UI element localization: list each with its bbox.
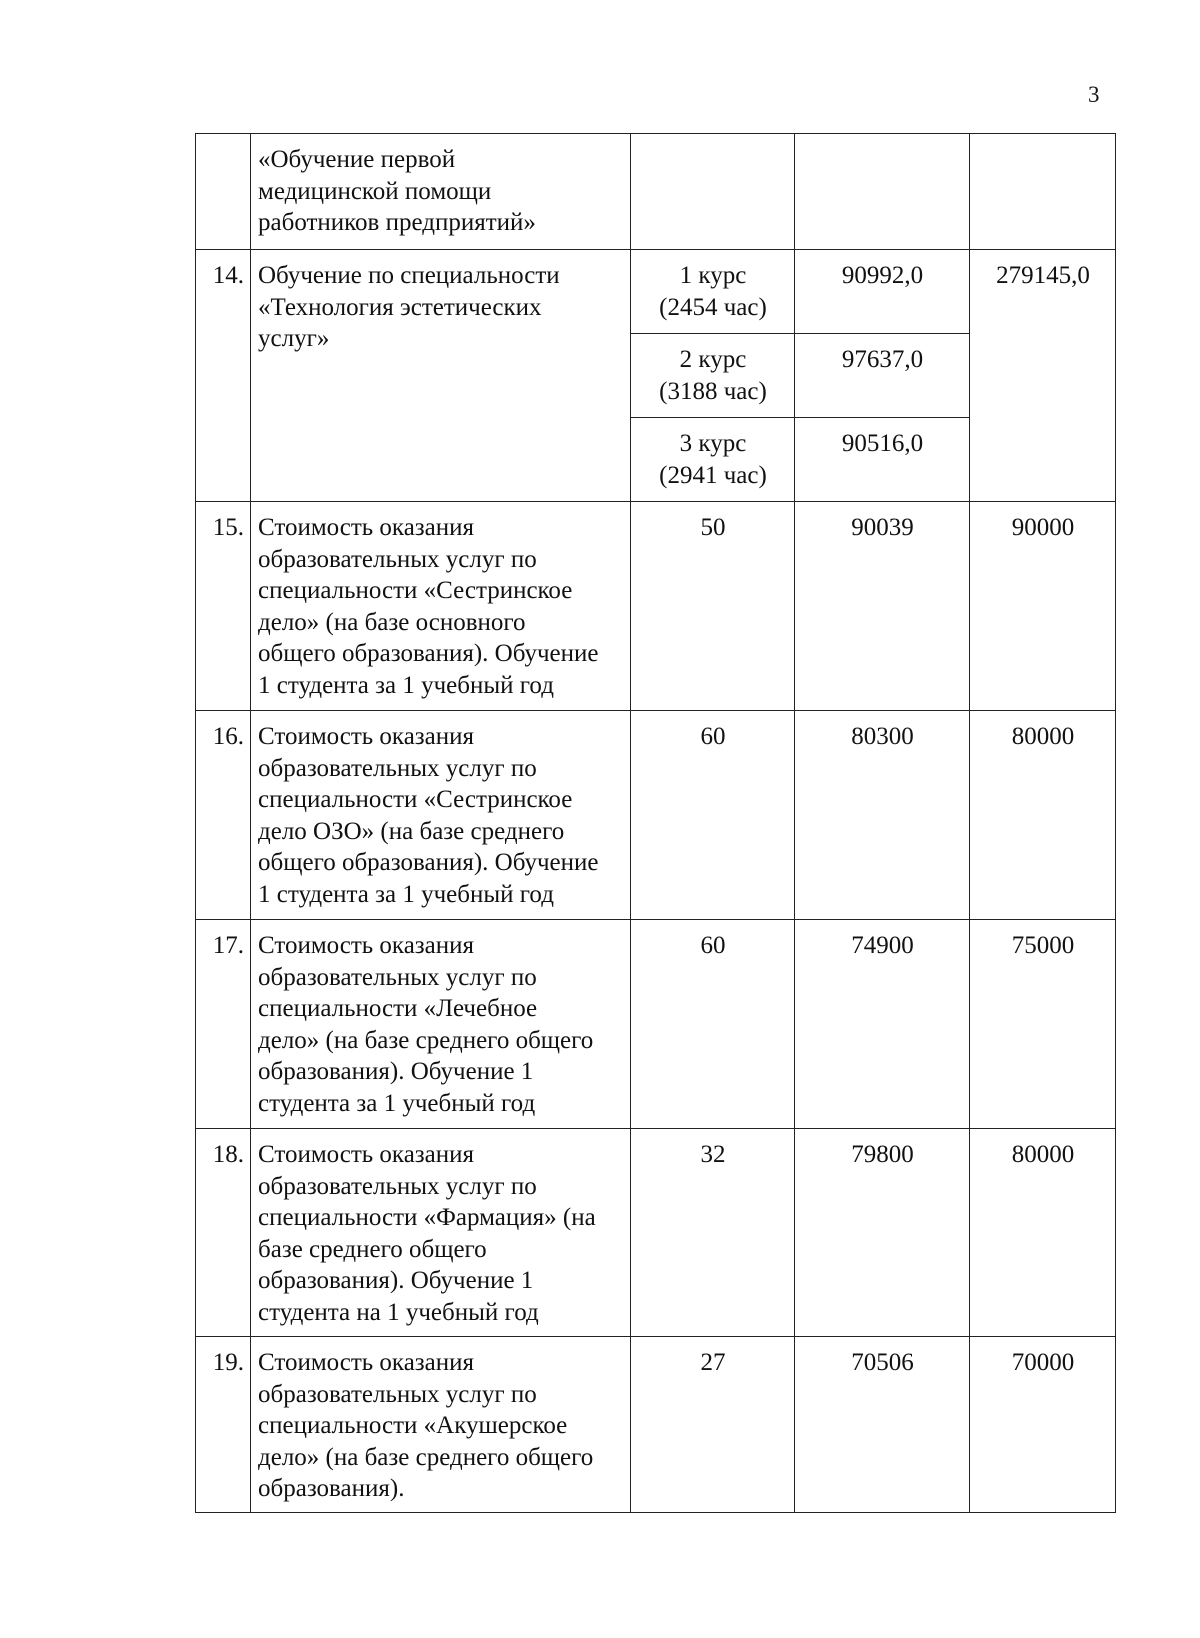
service-name-line: специальности «Фармация» (на <box>258 1204 596 1231</box>
course-label: 1 курс <box>679 262 747 289</box>
service-name-line: дело» (на базе среднего общего <box>258 1026 594 1054</box>
hours-cell: 27 <box>631 1337 795 1513</box>
page-number: 3 <box>1088 82 1100 107</box>
course-hours: (2454 час) <box>659 293 767 321</box>
row-number: 17. <box>196 920 251 1129</box>
table-row <box>196 920 1116 1129</box>
service-name-line: 1 студента за 1 учебный год <box>258 880 554 908</box>
service-name-line: 1 студента за 1 учебный год <box>258 671 554 699</box>
service-name-line: Стоимость оказания <box>258 514 475 541</box>
table-row <box>196 502 1116 711</box>
table-row <box>196 250 1116 334</box>
cost-cell <box>795 134 970 250</box>
course-hours: (3188 час) <box>659 377 767 405</box>
service-name-line: специальности «Лечебное <box>258 995 538 1022</box>
service-name-line: медицинской помощи <box>258 177 492 205</box>
service-name-line: «Обучение первой <box>258 146 456 173</box>
service-name-line: образовательных услуг по <box>258 1172 537 1200</box>
service-name-line: дело» (на базе среднего общего <box>258 1443 594 1471</box>
service-name-line: студента на 1 учебный год <box>258 1298 539 1326</box>
hours-cell <box>631 134 795 250</box>
service-name <box>251 1129 631 1337</box>
service-name-line: студента за 1 учебный год <box>258 1089 536 1117</box>
service-name-line: дело ОЗО» (на базе среднего <box>258 817 565 845</box>
service-name-line: образования). <box>258 1475 405 1502</box>
cost-cell: 80300 <box>795 711 970 920</box>
service-name <box>251 134 631 250</box>
service-name-line: Стоимость оказания <box>258 723 475 750</box>
service-name-line: специальности «Акушерское <box>258 1412 568 1439</box>
price-cell: 80000 <box>970 711 1116 920</box>
table-row <box>196 1129 1116 1337</box>
service-name-line: образовательных услуг по <box>258 963 537 991</box>
cost-cell: 90992,0 <box>795 250 970 334</box>
service-name-line: Обучение по специальности <box>258 262 560 289</box>
course-cell <box>631 418 795 502</box>
total-cell: 279145,0 <box>970 250 1116 502</box>
service-name-line: Стоимость оказания <box>258 1141 475 1168</box>
table-row <box>196 711 1116 920</box>
row-number: 16. <box>196 711 251 920</box>
service-name <box>251 1337 631 1513</box>
service-name-line: образования). Обучение 1 <box>258 1058 534 1085</box>
row-number: 14. <box>196 250 251 502</box>
service-name-line: базе среднего общего <box>258 1235 487 1263</box>
service-name-line: общего образования). Обучение <box>258 640 599 667</box>
service-name <box>251 920 631 1129</box>
hours-cell: 60 <box>631 920 795 1129</box>
service-name-line: услуг» <box>258 325 330 352</box>
service-name <box>251 250 631 502</box>
service-name-line: образовательных услуг по <box>258 1380 537 1408</box>
hours-cell: 50 <box>631 502 795 711</box>
row-number <box>196 134 251 250</box>
cost-cell: 90516,0 <box>795 418 970 502</box>
course-hours: (2941 час) <box>659 461 767 489</box>
price-cell <box>970 134 1116 250</box>
service-name-line: образовательных услуг по <box>258 545 537 573</box>
cost-cell: 74900 <box>795 920 970 1129</box>
service-name-line: «Технология эстетических <box>258 293 542 321</box>
course-cell <box>631 334 795 418</box>
row-number: 15. <box>196 502 251 711</box>
service-name <box>251 711 631 920</box>
service-name-line: работников предприятий» <box>258 209 536 236</box>
row-number: 18. <box>196 1129 251 1337</box>
hours-cell: 60 <box>631 711 795 920</box>
cost-cell: 70506 <box>795 1337 970 1513</box>
course-cell <box>631 250 795 334</box>
price-cell: 70000 <box>970 1337 1116 1513</box>
service-name-line: специальности «Сестринское <box>258 786 573 813</box>
course-label: 2 курс <box>679 346 747 373</box>
cost-cell: 79800 <box>795 1129 970 1337</box>
table-row <box>196 1337 1116 1513</box>
service-name-line: образовательных услуг по <box>258 754 537 782</box>
service-name-line: Стоимость оказания <box>258 932 475 959</box>
hours-cell: 32 <box>631 1129 795 1337</box>
service-name-line: специальности «Сестринское <box>258 577 573 604</box>
service-name-line: Стоимость оказания <box>258 1349 475 1376</box>
cost-cell: 97637,0 <box>795 334 970 418</box>
table-row <box>196 134 1116 250</box>
service-name-line: дело» (на базе основного <box>258 608 526 636</box>
course-label: 3 курс <box>679 430 747 457</box>
service-name-line: образования). Обучение 1 <box>258 1267 534 1294</box>
price-cell: 80000 <box>970 1129 1116 1337</box>
price-table <box>195 133 1116 1513</box>
service-name <box>251 502 631 711</box>
row-number: 19. <box>196 1337 251 1513</box>
service-name-line: общего образования). Обучение <box>258 849 599 876</box>
price-cell: 90000 <box>970 502 1116 711</box>
price-cell: 75000 <box>970 920 1116 1129</box>
cost-cell: 90039 <box>795 502 970 711</box>
